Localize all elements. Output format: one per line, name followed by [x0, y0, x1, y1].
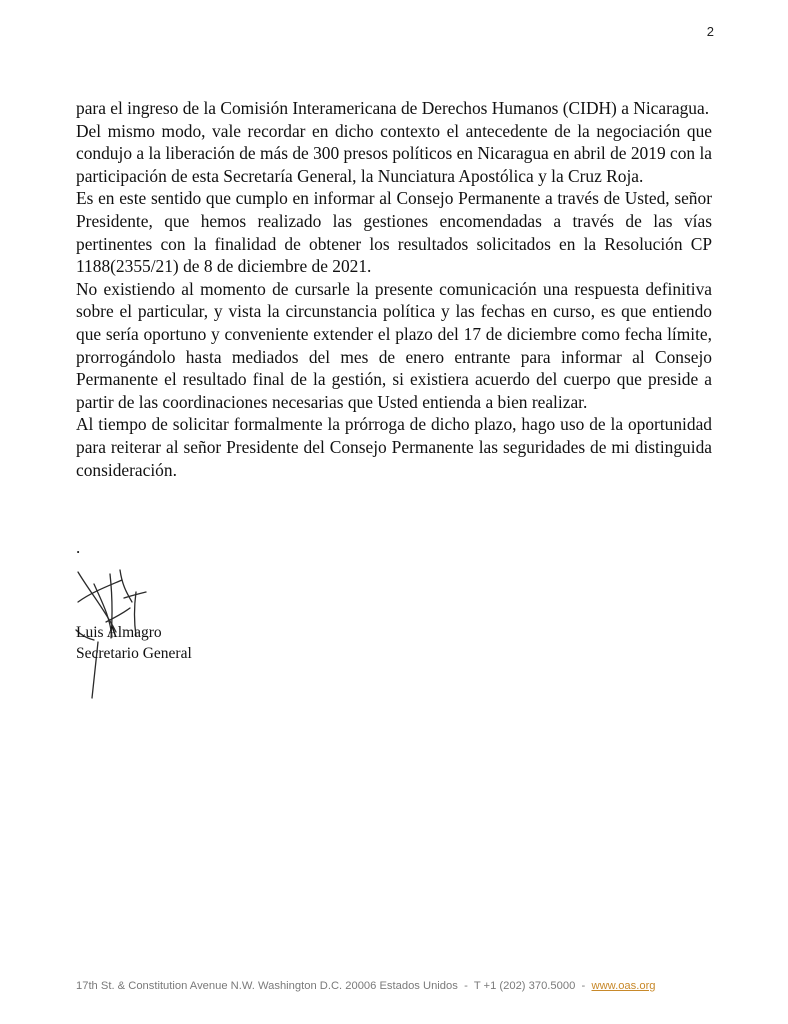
footer-phone: T +1 (202) 370.5000	[473, 980, 576, 992]
paragraph-report-to-council: Es en este sentido que cumplo en informar al Consejo Permanente a través de Usted, señor Presidente, que hemos realizado las gestiones encomendadas a través de las vías pertinentes con la finalidad de obtener los resultados solicitados en la Resolución CP 1188(2355/21) de 8 de diciembre de 2021.	[76, 188, 712, 277]
page-number: 2	[706, 24, 714, 39]
footer-separator: -	[464, 980, 468, 992]
footer-address: 17th St. & Constitution Avenue N.W. Washington D.C. 20006 Estados Unidos	[76, 980, 458, 992]
letter-body	[76, 97, 712, 481]
paragraph-deadline-extension: No existiendo al momento de cursarle la presente comunicación una respuesta definitiva sobre el particular, y vista la circunstancia política y las fechas en curso, es que entiendo que sería oportuno y conveniente extender el plazo del 17 de diciembre como fecha límite, prorrogándolo hasta mediados del mes de enero entrante para informar al Consejo Permanente el resultado final de la gestión, si existiera acuerdo del cuerpo que preside a partir de las coordinaciones necesarias que Usted entienda a bien realizar.	[76, 278, 712, 412]
signer-title: Secretario General	[76, 645, 192, 662]
paragraph-cidh-entry: para el ingreso de la Comisión Interamericana de Derechos Humanos (CIDH) a Nicaragua.	[76, 98, 710, 118]
paragraph-prisoner-release: Del mismo modo, vale recordar en dicho contexto el antecedente de la negociación que condujo a la liberación de más de 300 presos políticos en Nicaragua en abril de 2019 con la participación de esta Secretaría General, la Nunciatura Apostólica y la Cruz Roja.	[76, 120, 712, 186]
paragraph-closing-courtesy: Al tiempo de solicitar formalmente la prórroga de dicho plazo, hago uso de la oportunidad para reiterar al señor Presidente del Consejo Permanente las seguridades de mi distinguida consideración.	[76, 414, 712, 480]
page-footer	[76, 980, 656, 992]
footer-separator: -	[581, 980, 586, 992]
signer-block	[76, 622, 192, 664]
footer-website-link[interactable]: www.oas.org	[591, 980, 656, 992]
closing-mark: .	[76, 538, 81, 557]
signer-name: Luis Almagro	[76, 624, 162, 641]
